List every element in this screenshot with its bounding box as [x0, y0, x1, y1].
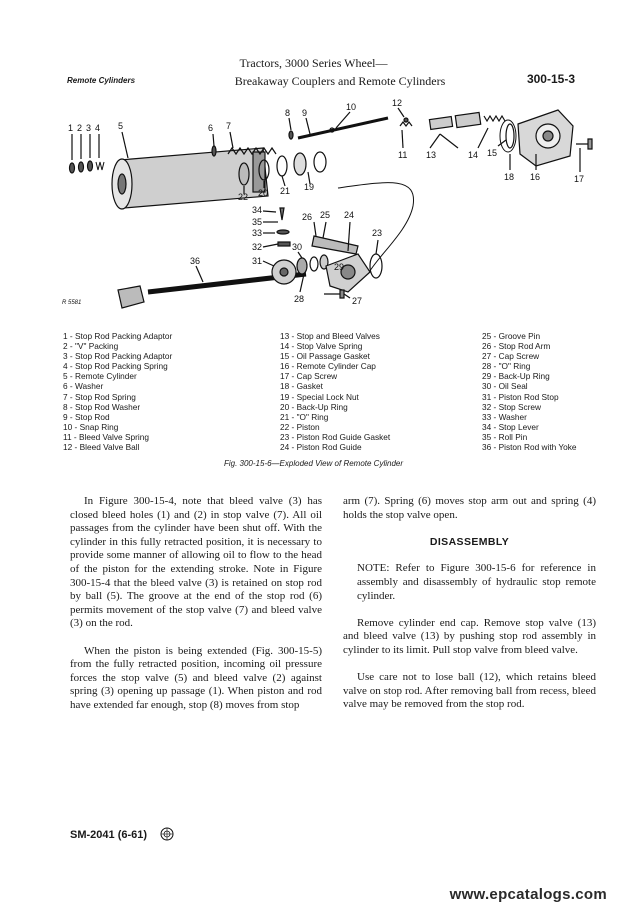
note-paragraph: NOTE: Refer to Figure 300-15-6 for reference in assembly and disassembly of hydraulic stop remote cylinder.	[357, 562, 596, 602]
callout-35: 35	[252, 217, 263, 227]
callout-8: 8	[285, 108, 291, 118]
legend-item: 17 - Cap Screw	[280, 371, 338, 382]
callout-11: 11	[398, 150, 408, 160]
callout-7: 7	[226, 121, 232, 131]
parts-legend-column-2	[280, 331, 390, 452]
legend-item: 22 - Piston	[280, 421, 320, 432]
callout-9: 9	[302, 108, 308, 118]
callout-4: 4	[95, 123, 101, 133]
callout-5: 5	[118, 121, 124, 131]
legend-item: 7 - Stop Rod Spring	[63, 391, 136, 402]
body-paragraph: Use care not to lose ball (12), which retains bleed valve on stop rod. After removing ball from recess, bleed valve may be removed from the stop rod.	[343, 671, 596, 711]
legend-item: 15 - Oil Passage Gasket	[280, 351, 370, 362]
callout-36: 36	[190, 256, 201, 266]
callout-14: 14	[468, 150, 479, 160]
legend-item: 6 - Washer	[63, 381, 104, 392]
callout-29: 29	[334, 262, 345, 272]
legend-item: 10 - Snap Ring	[63, 421, 119, 432]
callout-26: 26	[302, 212, 313, 222]
callout-16: 16	[530, 172, 541, 182]
body-paragraph: In Figure 300-15-4, note that bleed valve (3) has closed bleed holes (1) and (2) in stop valve (7). All oil passages from the cylinder have been shut off. With the cylinder in this fully retracted position, it is necessary to provide some manner of allowing oil to flow to the head of the piston for the extending stroke. Note in Figure 300-15-4 that the bleed valve (3) is retained on stop rod by ball (5). The groove at the end of the stop rod (6) permits movement of the stop valve (7) and bleed valve (3) on the rod.	[70, 495, 322, 630]
legend-item: 18 - Gasket	[280, 381, 323, 392]
callout-2: 2	[77, 123, 83, 133]
legend-item: 25 - Groove Pin	[482, 331, 541, 341]
callout-32: 32	[252, 242, 263, 252]
legend-item: 31 - Piston Rod Stop	[482, 391, 559, 402]
legend-item: 3 - Stop Rod Packing Adaptor	[63, 351, 173, 362]
page-number: 300-15-3	[526, 72, 575, 86]
legend-item: 24 - Piston Rod Guide	[280, 442, 362, 453]
header-section-label: Remote Cylinders	[67, 76, 136, 85]
callout-23: 23	[372, 228, 383, 238]
legend-item: 8 - Stop Rod Washer	[63, 401, 141, 412]
callout-10: 10	[346, 102, 357, 112]
callout-30: 30	[292, 242, 303, 252]
header-title-line2: Breakaway Couplers and Remote Cylinders	[234, 74, 446, 88]
callout-22: 22	[238, 192, 249, 202]
callout-17: 17	[574, 174, 585, 184]
callout-31: 31	[252, 256, 263, 266]
section-title: DISASSEMBLY	[429, 535, 510, 548]
legend-item: 11 - Bleed Valve Spring	[63, 431, 149, 442]
legend-item: 20 - Back-Up Ring	[280, 401, 348, 412]
legend-item: 1 - Stop Rod Packing Adaptor	[63, 331, 173, 341]
legend-item: 36 - Piston Rod with Yoke	[482, 442, 577, 453]
legend-item: 28 - "O" Ring	[482, 361, 531, 372]
footer-manual-code: SM-2041 (6-61)	[70, 829, 148, 841]
legend-item: 13 - Stop and Bleed Valves	[280, 331, 380, 341]
callout-13: 13	[426, 150, 437, 160]
body-column-right	[343, 495, 596, 726]
callout-15: 15	[487, 148, 498, 158]
body-paragraph: Remove cylinder end cap. Remove stop valve (13) and bleed valve (13) by pushing stop rod assembly in cylinder to its limit. Pull stop valve from bleed valve.	[343, 616, 596, 656]
callout-1: 1	[68, 123, 74, 133]
callout-20: 20	[258, 188, 269, 198]
printer-logo-icon	[160, 827, 174, 841]
callout-19: 19	[304, 182, 315, 192]
legend-item: 33 - Washer	[482, 411, 527, 422]
legend-item: 23 - Piston Rod Guide Gasket	[280, 431, 391, 442]
body-paragraph: When the piston is being extended (Fig. 300-15-5) from the fully retracted position, incoming oil pressure forces the stop valve (5) and bleed valve (2) against spring (3) opening up passage (1). When piston and rod have extended far enough, stop (8) moves from stop	[70, 644, 322, 711]
callout-25: 25	[320, 210, 331, 220]
legend-item: 26 - Stop Rod Arm	[482, 341, 551, 352]
callout-18: 18	[504, 172, 515, 182]
legend-item: 2 - "V" Packing	[63, 341, 119, 352]
callout-33: 33	[252, 228, 263, 238]
callout-24: 24	[344, 210, 355, 220]
callout-12: 12	[392, 98, 403, 108]
callout-28: 28	[294, 294, 305, 304]
body-column-left	[70, 495, 322, 726]
body-paragraph: arm (7). Spring (6) moves stop arm out and spring (4) holds the stop valve open.	[343, 495, 596, 521]
legend-item: 16 - Remote Cylinder Cap	[280, 361, 376, 372]
legend-item: 35 - Roll Pin	[482, 431, 528, 442]
legend-item: 29 - Back-Up Ring	[482, 371, 550, 382]
legend-item: 30 - Oil Seal	[482, 381, 528, 392]
legend-item: 14 - Stop Valve Spring	[280, 341, 363, 352]
callout-3: 3	[86, 123, 92, 133]
callout-21: 21	[280, 186, 291, 196]
watermark: www.epcatalogs.com	[449, 886, 607, 903]
legend-item: 32 - Stop Screw	[482, 401, 542, 412]
legend-item: 12 - Bleed Valve Ball	[63, 442, 140, 453]
legend-item: 21 - "O" Ring	[280, 411, 329, 422]
figure-ref-code: R 5581	[62, 300, 82, 306]
legend-item: 4 - Stop Rod Packing Spring	[63, 361, 168, 372]
legend-item: 27 - Cap Screw	[482, 351, 540, 362]
callout-27: 27	[352, 296, 363, 306]
legend-item: 9 - Stop Rod	[63, 411, 110, 422]
figure-caption: Fig. 300-15-6—Exploded View of Remote Cylinder	[223, 459, 404, 468]
callout-34: 34	[252, 205, 263, 215]
legend-item: 34 - Stop Lever	[482, 421, 539, 432]
callout-6: 6	[208, 123, 214, 133]
header-title-line1: Tractors, 3000 Series Wheel—	[239, 56, 388, 70]
legend-item: 19 - Special Lock Nut	[280, 391, 359, 402]
legend-item: 5 - Remote Cylinder	[63, 371, 137, 382]
parts-legend-column-3	[482, 331, 577, 452]
parts-legend-column-1	[63, 331, 172, 452]
exploded-view-illustration	[58, 96, 598, 316]
